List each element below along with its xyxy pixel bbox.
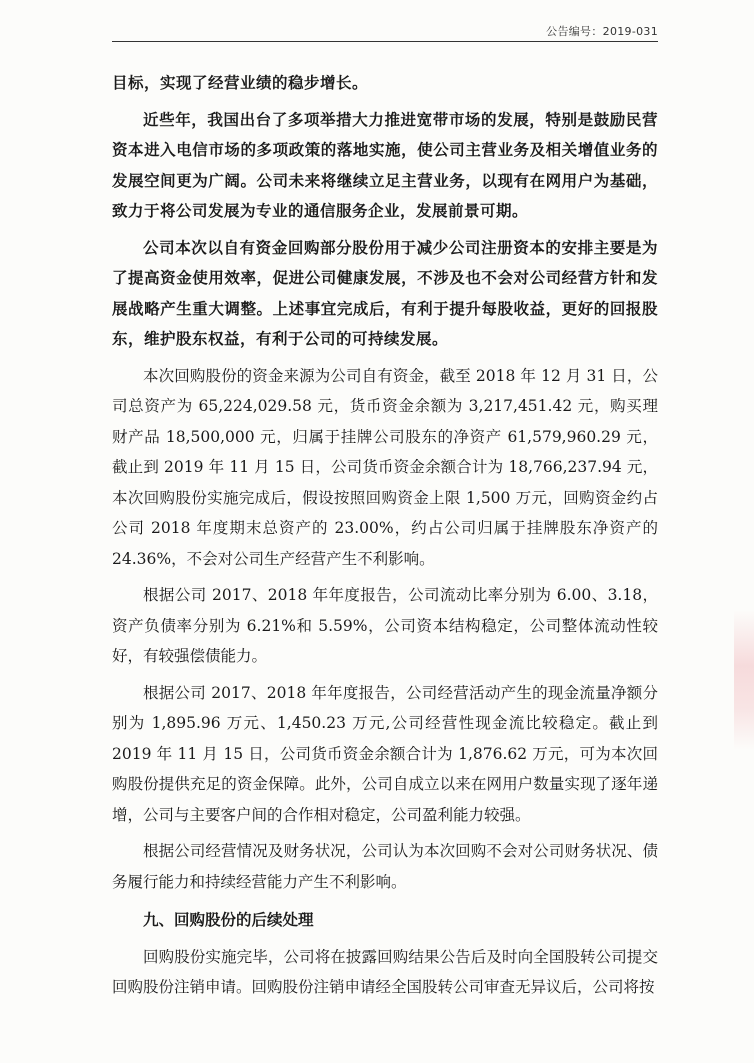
paragraph-conclusion: 根据公司经营情况及财务状况，公司认为本次回购不会对公司财务状况、债务履行能力和持续经营能力产生不利影响。 [112, 842, 658, 891]
section-heading: 九、回购股份的后续处理 [143, 910, 314, 929]
paragraph-cash-flow: 根据公司 2017、2018 年年度报告，公司经营活动产生的现金流量净额分别为 1,895.96 万元、1,450.23 万元,公司经营性现金流比较稳定。截止到 2019 年 11 月 15 日，公司货币资金余额合计为 1,876.62 万元，可为本次回购股份提供充足的资金保障。此外，公司自成立以来在网用户数量实现了逐年递增，公司与主要客户间的合作相对稳定，公司盈利能力较强。 [112, 683, 658, 824]
document-body [112, 68, 658, 1003]
paragraph-funding-source: 本次回购股份的资金来源为公司自有资金，截至 2018 年 12 月 31 日，公司总资产为 65,224,029.58 元，货币资金余额为 3,217,451.42 元，购买理财产品 18,500,000 元，归属于挂牌公司股东的净资产 61,579,960.29 元，截止到 2019 年 11 月 15 日，公司货币资金余额合计为 18,766,237.94 元，本次回购股份实施完成后，假设按照回购资金上限 1,500 万元，回购资金约占公司 2018 年度期末总资产的 23.00%，约占公司归属于挂牌股东净资产的 24.36%，不会对公司生产经营产生不利影响。 [112, 366, 658, 568]
announcement-code: 公告编号：2019-031 [546, 25, 658, 38]
paragraph-follow-up: 回购股份实施完毕，公司将在披露回购结果公告后及时向全国股转公司提交回购股份注销申请。回购股份注销申请经全国股转公司审查无异议后，公司将按 [112, 947, 658, 996]
paragraph-market-outlook: 近些年，我国出台了多项举措大力推进宽带市场的发展，特别是鼓励民营资本进入电信市场的多项政策的落地实施，使公司主营业务及相关增值业务的发展空间更为广阔。公司未来将继续立足主营业务，以现有在网用户为基础，致力于将公司发展为专业的通信服务企业，发展前景可期。 [112, 109, 658, 220]
seal-stamp-edge [734, 610, 754, 750]
header-divider [112, 41, 658, 42]
paragraph-continuation: 目标，实现了经营业绩的稳步增长。 [112, 73, 369, 92]
paragraph-repurchase-purpose: 公司本次以自有资金回购部分股份用于减少公司注册资本的安排主要是为了提高资金使用效率，促进公司健康发展，不涉及也不会对公司经营方针和发展战略产生重大调整。上述事宜完成后，有利于提升每股收益，更好的回报股东，维护股东权益，有利于公司的可持续发展。 [112, 237, 658, 348]
paragraph-liquidity: 根据公司 2017、2018 年年度报告，公司流动比率分别为 6.00、3.18，资产负债率分别为 6.21%和 5.59%，公司资本结构稳定，公司整体流动性较好，有较强偿债能力。 [112, 586, 658, 665]
